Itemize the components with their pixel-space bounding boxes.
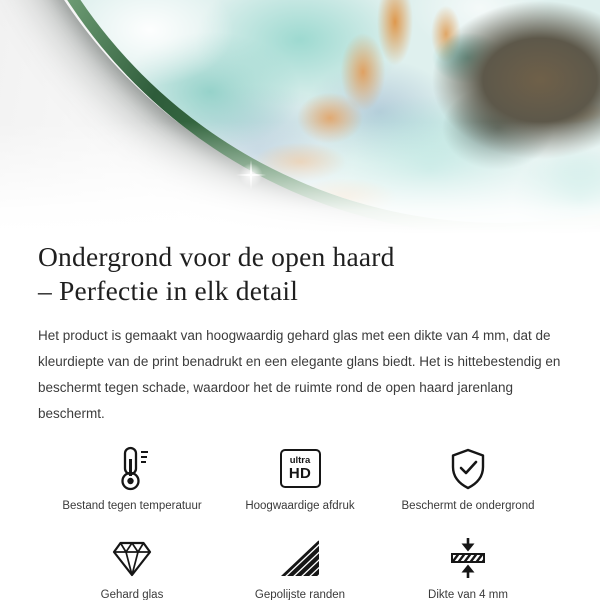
feature-label: Dikte van 4 mm xyxy=(428,589,508,600)
ultra-hd-label-bottom: HD xyxy=(288,465,312,483)
ultra-hd-icon xyxy=(280,445,321,492)
ultra-hd-box xyxy=(280,449,321,488)
feature-label: Hoogwaardige afdruk xyxy=(245,500,355,513)
product-photo xyxy=(0,0,600,234)
feature-label: Beschermt de ondergrond xyxy=(401,500,535,513)
page-title xyxy=(38,240,562,307)
page-title-line2: – Perfectie in elk detail xyxy=(38,274,299,306)
page-title-line1: Ondergrond voor de open haard xyxy=(38,241,395,272)
feature-tempered-glass xyxy=(48,534,216,600)
polished-edges-icon xyxy=(279,534,321,581)
feature-protects-surface xyxy=(384,445,552,512)
sparkle-highlight-icon xyxy=(236,160,266,190)
feature-grid xyxy=(48,445,552,600)
shield-check-icon xyxy=(449,445,487,492)
product-description: Het product is gemaakt van hoogwaardig gehard glas met een dikte van 4 mm, dat de kleurdiepte van de print benadrukt en een elegante glans biedt. Het is hittebestendig en beschermt tegen schade, waardoor het de ruimte rond de open haard jarenlang beschermt. xyxy=(38,328,561,422)
feature-temperature-resistant xyxy=(48,445,216,512)
thermometer-icon xyxy=(112,445,152,492)
feature-print-quality xyxy=(216,445,384,512)
feature-polished-edges xyxy=(216,534,384,600)
diamond-icon xyxy=(111,534,153,581)
product-description-section xyxy=(0,240,600,600)
thickness-arrows-icon xyxy=(448,534,488,581)
feature-label: Gehard glas xyxy=(100,589,164,600)
ultra-hd-label-top: ultra xyxy=(289,454,311,466)
feature-label: Bestand tegen temperatuur xyxy=(62,500,202,513)
feature-label: Gepolijste randen xyxy=(254,589,346,600)
feature-thickness xyxy=(384,534,552,600)
